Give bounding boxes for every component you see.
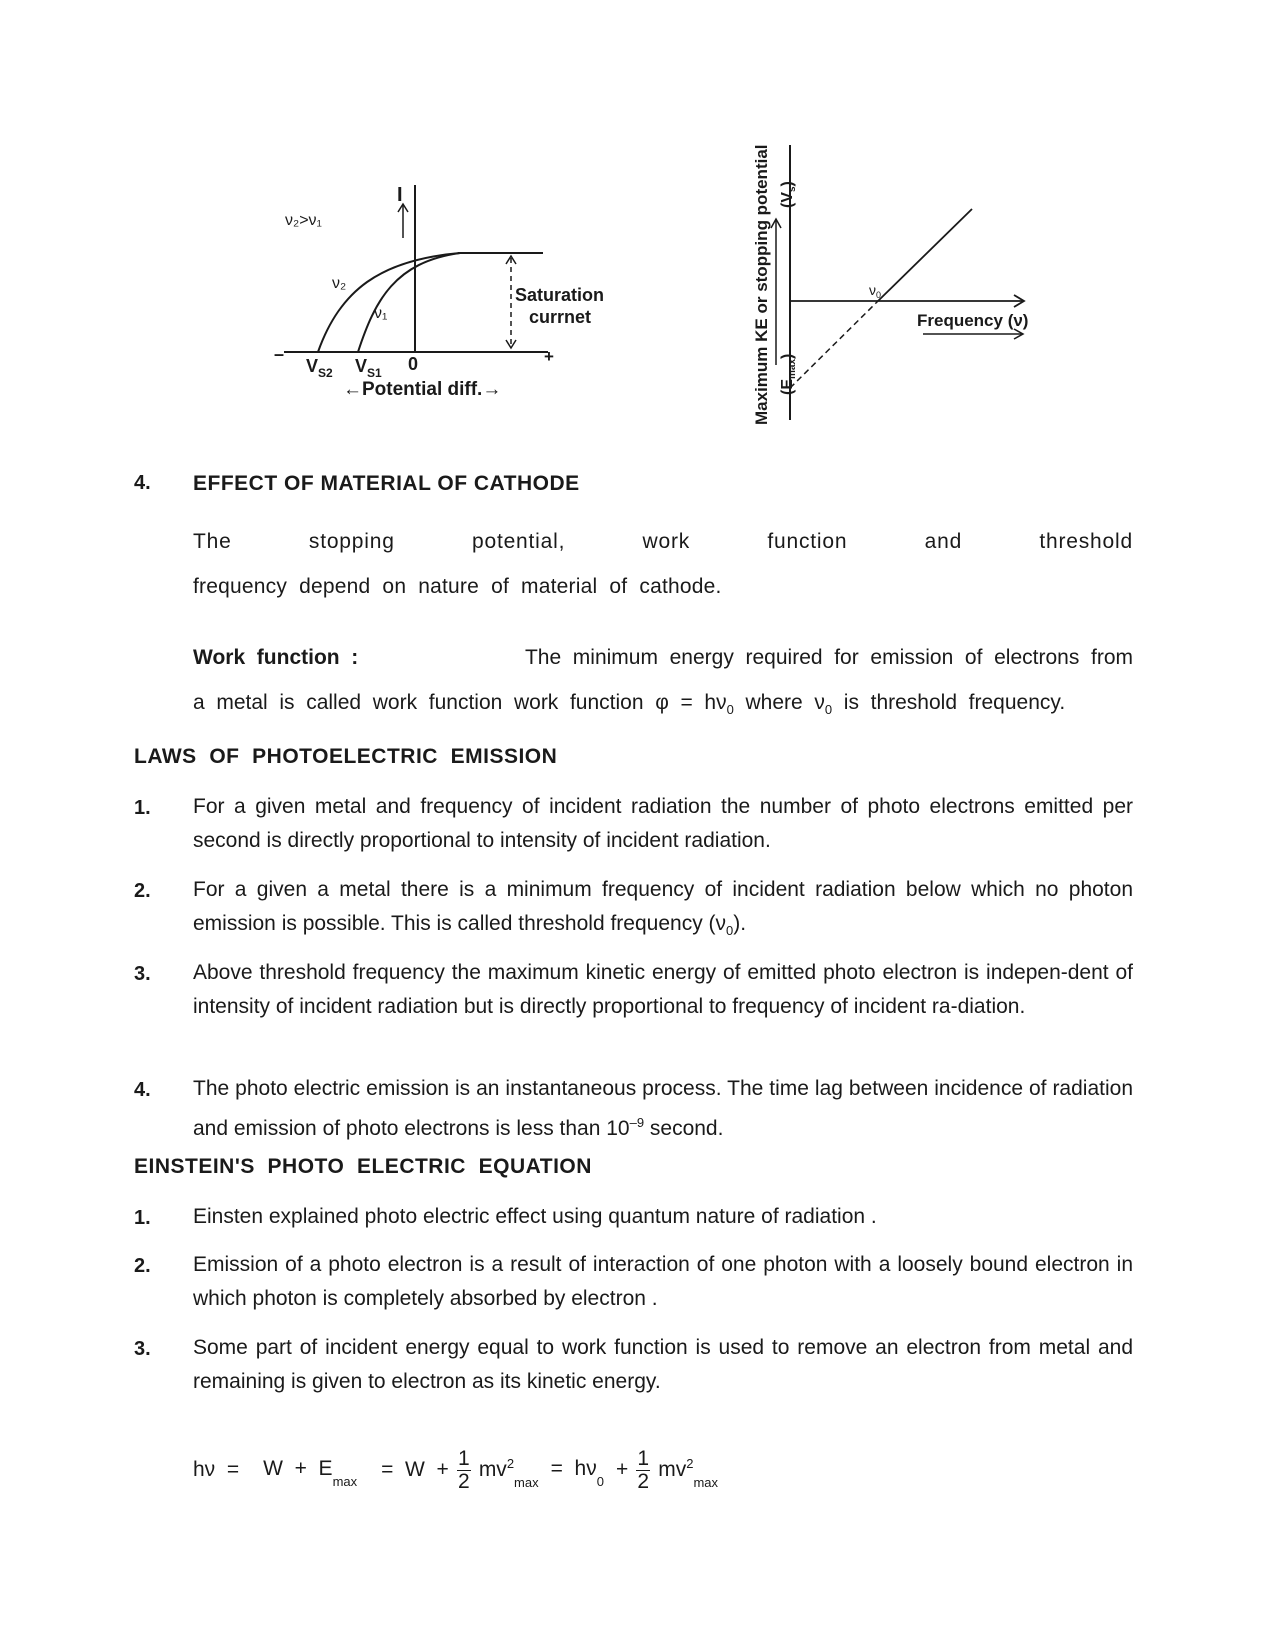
ke-line-dashed	[790, 301, 878, 388]
photocurrent-graph	[270, 180, 640, 410]
law-1-number: 1.	[134, 797, 151, 819]
saturation-label-2: currnet	[529, 307, 592, 327]
work-function-label: Work function :	[193, 646, 359, 669]
vs1-label: $V_{S1}$	[355, 356, 382, 380]
vs2-label: $V_{S2}$	[306, 356, 333, 380]
frequency-label: Frequency (ν)	[917, 311, 1029, 330]
einstein-1-text: Einsten explained photo electric effect using quantum nature of radiation .	[193, 1205, 877, 1228]
material-paragraph	[193, 525, 1133, 604]
section-number: 4.	[134, 472, 151, 494]
material-line-2: frequency depend on nature of material of cathode.	[193, 575, 722, 598]
law-2-number: 2.	[134, 880, 151, 902]
section-title: EFFECT OF MATERIAL OF CATHODE	[193, 472, 580, 495]
work-function-text-1: The minimum energy required for emission of electrons from	[524, 646, 1133, 669]
law-3-number: 3.	[134, 963, 151, 985]
curve-nu1	[358, 253, 460, 352]
ke-axis-label-vs: (Vs)	[779, 181, 798, 208]
law-3-text: Above threshold frequency the maximum kinetic energy of emitted photo electron is indepen-dent of intensity of incident radiation but is directly proportional to frequency of incident ra-diation.	[193, 961, 1133, 1018]
law-2-text: For a given a metal there is a minimum frequency of incident radiation below which no photon emission is possible. This is called threshold frequency $(\nu_0)$.	[193, 878, 1133, 939]
einstein-1-number: 1.	[134, 1207, 151, 1229]
curve-nu2	[318, 253, 460, 352]
work-function-text-2: a metal is called work function work function $\varphi = h\nu_0$ where $\nu_0$ is threshold frequency.	[193, 691, 1066, 718]
material-line-1: The stopping potential, work function and threshold	[193, 530, 1133, 553]
einstein-3-number: 3.	[134, 1338, 151, 1360]
law-4-text: The photo electric emission is an instantaneous process. The time lag between incidence of radiation and emission of photo electrons is less than $10^{-9}$ second.	[193, 1077, 1133, 1140]
current-label: I	[397, 184, 403, 206]
einstein-title: EINSTEIN'S PHOTO ELECTRIC EQUATION	[134, 1155, 592, 1178]
law-1-text: For a given metal and frequency of incident radiation the number of photo electrons emitted per second is directly proportional to intensity of incident radiation.	[193, 795, 1133, 852]
fraction-half-1: $\frac{1}{2}$	[457, 1446, 470, 1493]
einstein-2-number: 2.	[134, 1255, 151, 1277]
einstein-equation: hν = $W + E_{max}$ = W + $\frac{1}{2}$ $mv^2_{max}$ = $h\nu_0$ + $\frac{1}{2}$ $mv^2_{max}$	[193, 1446, 719, 1493]
plus-sign: +	[544, 347, 554, 366]
saturation-label-1: Saturation	[515, 285, 605, 305]
ke-axis-label-emax: (Emax)	[779, 353, 798, 395]
laws-title: LAWS OF PHOTOELECTRIC EMISSION	[134, 745, 558, 768]
law-4-number: 4.	[134, 1079, 151, 1101]
fraction-half-2: $\frac{1}{2}$	[637, 1446, 650, 1493]
einstein-3-text: Some part of incident energy equal to work function is used to remove an electron from metal and remaining is given to electron as its kinetic energy.	[193, 1336, 1133, 1393]
ke-frequency-graph	[740, 120, 1080, 440]
ke-axis-label-1: Maximum KE or stopping potential	[752, 144, 771, 425]
threshold-label: $\nu_0$	[869, 282, 882, 300]
frequency-relation: ν₂>ν₁	[285, 212, 322, 229]
minus-sign: –	[274, 344, 285, 364]
work-function-paragraph	[193, 641, 1133, 727]
origin-label: 0	[408, 354, 419, 374]
potential-diff-label: ←Potential diff.→	[343, 379, 502, 400]
curve-label-nu1: ν₁	[374, 305, 388, 322]
ke-line-solid	[878, 209, 972, 301]
einstein-2-text: Emission of a photo electron is a result of interaction of one photon with a loosely bound electron in which photon is completely absorbed by electron .	[193, 1253, 1133, 1310]
curve-label-nu2: ν₂	[332, 275, 347, 292]
